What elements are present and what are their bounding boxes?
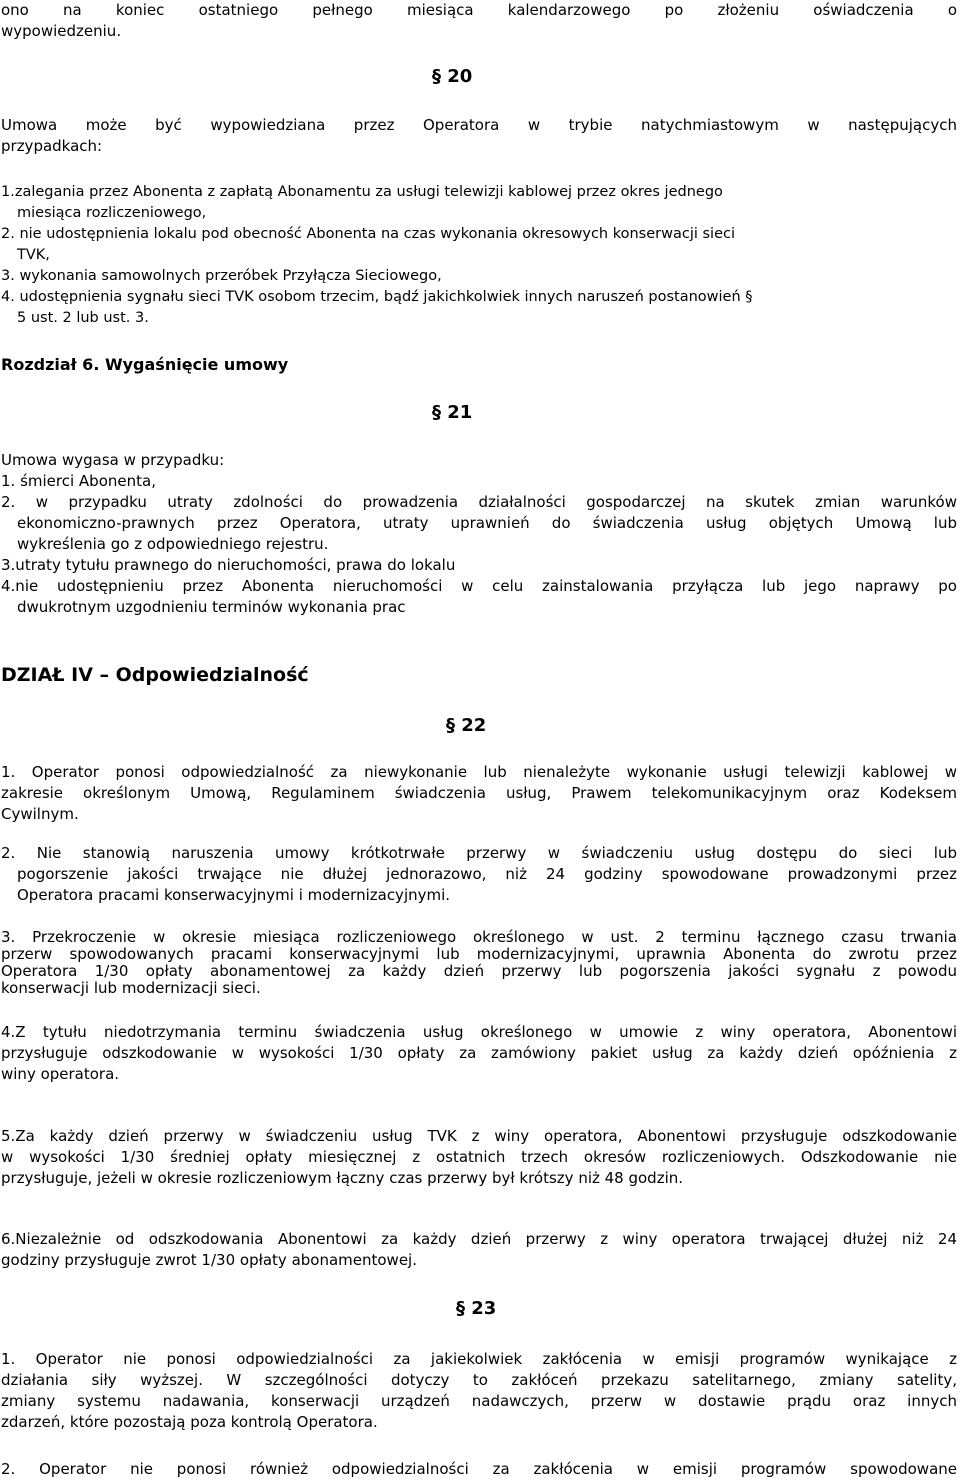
- list-item-continuation: ekonomiczno-prawnych przez Operatora, utraty uprawnień do świadczenia usług objętych Umową lub: [17, 514, 957, 532]
- part-4-heading: DZIAŁ IV – Odpowiedzialność: [1, 664, 309, 686]
- text-line: Umowa może być wypowiedziana przez Operatora w trybie natychmiastowym w następujących: [1, 116, 957, 134]
- list-item: 3.utraty tytułu prawnego do nieruchomości, prawa do lokalu: [1, 556, 456, 574]
- text-line: przerw spowodowanych pracami konserwacyjnymi lub modernizacyjnymi, uprawnia Abonenta do zwrotu przez: [1, 945, 957, 963]
- text-line: ono na koniec ostatniego pełnego miesiąca kalendarzowego po złożeniu oświadczenia o: [1, 1, 957, 19]
- section-23-heading: § 23: [456, 1298, 497, 1319]
- section-23-paragraph-1: [1, 1349, 957, 1433]
- text-line: Umowa wygasa w przypadku:: [1, 451, 225, 469]
- continuation-paragraph: [1, 0, 957, 42]
- text-line: zakresie określonym Umową, Regulaminem świadczenia usług, Prawem telekomunikacyjnym oraz Kodeksem: [1, 784, 957, 802]
- list-item-continuation: wykreślenia go z odpowiedniego rejestru.: [17, 535, 329, 553]
- section-22-paragraph-6: [1, 1229, 957, 1271]
- text-line: 1. Operator nie ponosi odpowiedzialności za jakiekolwiek zakłócenia w emisji programów wynikające z: [1, 1350, 957, 1368]
- list-item: 1. śmierci Abonenta,: [1, 472, 156, 490]
- section-20-intro: [1, 115, 957, 157]
- list-item-continuation: dwukrotnym uzgodnieniu terminów wykonania prac: [17, 598, 406, 616]
- list-item-continuation: miesiąca rozliczeniowego,: [17, 205, 207, 221]
- text-line: 1. Operator ponosi odpowiedzialność za niewykonanie lub nienależyte wykonanie usługi telewizji kablowej w: [1, 763, 957, 781]
- text-line: konserwacji lub modernizacji sieci.: [1, 979, 261, 997]
- list-item: 4. udostępnienia sygnału sieci TVK osobom trzecim, bądź jakichkolwiek innych naruszeń postanowień §: [1, 289, 753, 305]
- text-line: 3. Przekroczenie w okresie miesiąca rozliczeniowego określonego w ust. 2 terminu łącznego czasu trwania: [1, 928, 957, 946]
- list-item-continuation: TVK,: [17, 247, 50, 263]
- text-line: Operatora 1/30 opłaty abonamentowej za każdy dzień przerwy lub pogorszenia jakości sygnału z powodu: [1, 962, 957, 980]
- section-21-body: [1, 450, 957, 618]
- text-line: 2. Operator nie ponosi również odpowiedzialności za zakłócenia w emisji programów spowodowane: [1, 1460, 957, 1478]
- text-line: 2. Nie stanowią naruszenia umowy krótkotrwałe przerwy w świadczeniu usług dostępu do sieci lub: [1, 844, 957, 862]
- list-item: 1.zalegania przez Abonenta z zapłatą Abonamentu za usługi telewizji kablowej przez okres jednego: [1, 184, 723, 200]
- chapter-6-heading: Rozdział 6. Wygaśnięcie umowy: [1, 355, 289, 374]
- text-line: 6.Niezależnie od odszkodowania Abonentowi za każdy dzień przerwy z winy operatora trwającej dłużej niż 24: [1, 1230, 957, 1248]
- list-item-continuation: 5 ust. 2 lub ust. 3.: [17, 310, 149, 326]
- list-item: 2. w przypadku utraty zdolności do prowadzenia działalności gospodarczej na skutek zmian warunków: [1, 493, 957, 511]
- text-line: winy operatora.: [1, 1065, 120, 1083]
- section-22-paragraph-3: [1, 929, 957, 997]
- list-item: 3. wykonania samowolnych przeróbek Przyłącza Sieciowego,: [1, 268, 442, 284]
- text-line: 5.Za każdy dzień przerwy w świadczeniu usług TVK z winy operatora, Abonentowi przysługuje odszkodowanie: [1, 1127, 957, 1145]
- text-line: w wysokości 1/30 średniej opłaty miesięcznej z ostatnich trzech okresów rozliczeniowych. Odszkodowanie nie: [1, 1148, 957, 1166]
- section-20-heading: § 20: [432, 66, 473, 87]
- text-line: pogorszenie jakości trwające nie dłużej jednorazowo, niż 24 godziny spowodowane prowadzonymi przez: [17, 865, 957, 883]
- text-line: przypadkach:: [1, 137, 103, 155]
- text-line: działania siły wyższej. W szczególności dotyczy to zakłóceń przekazu satelitarnego, zmiany satelity,: [1, 1371, 957, 1389]
- section-23-paragraph-2: [1, 1459, 957, 1480]
- text-line: Cywilnym.: [1, 805, 79, 823]
- section-22-heading: § 22: [446, 715, 487, 736]
- section-22-paragraph-2: [1, 843, 957, 906]
- text-line: wypowiedzeniu.: [1, 22, 122, 40]
- text-line: przysługuje odszkodowanie w wysokości 1/30 opłaty za zamówiony pakiet usług za każdy dzień opóźnienia z: [1, 1044, 957, 1062]
- section-20-list: [1, 182, 957, 329]
- text-line: 4.Z tytułu niedotrzymania terminu świadczenia usług określonego w umowie z winy operatora, Abonentowi: [1, 1023, 957, 1041]
- section-22-paragraph-4: [1, 1022, 957, 1085]
- text-line: Operatora pracami konserwacyjnymi i modernizacyjnymi.: [17, 886, 451, 904]
- text-line: godziny przysługuje zwrot 1/30 opłaty abonamentowej.: [1, 1251, 417, 1269]
- text-line: zdarzeń, które pozostają poza kontrolą Operatora.: [1, 1413, 378, 1431]
- section-22-paragraph-1: [1, 762, 957, 825]
- section-21-heading: § 21: [432, 402, 473, 423]
- list-item: 4.nie udostępnieniu przez Abonenta nieruchomości w celu zainstalowania przyłącza lub jego naprawy po: [1, 577, 957, 595]
- section-22-paragraph-5: [1, 1126, 957, 1189]
- list-item: 2. nie udostępnienia lokalu pod obecność Abonenta na czas wykonania okresowych konserwacji sieci: [1, 226, 735, 242]
- text-line: przysługuje, jeżeli w okresie rozliczeniowym łączny czas przerwy był krótszy niż 48 godzin.: [1, 1169, 684, 1187]
- text-line: zmiany systemu nadawania, konserwacji urządzeń nadawczych, przerw w dostawie prądu oraz innych: [1, 1392, 957, 1410]
